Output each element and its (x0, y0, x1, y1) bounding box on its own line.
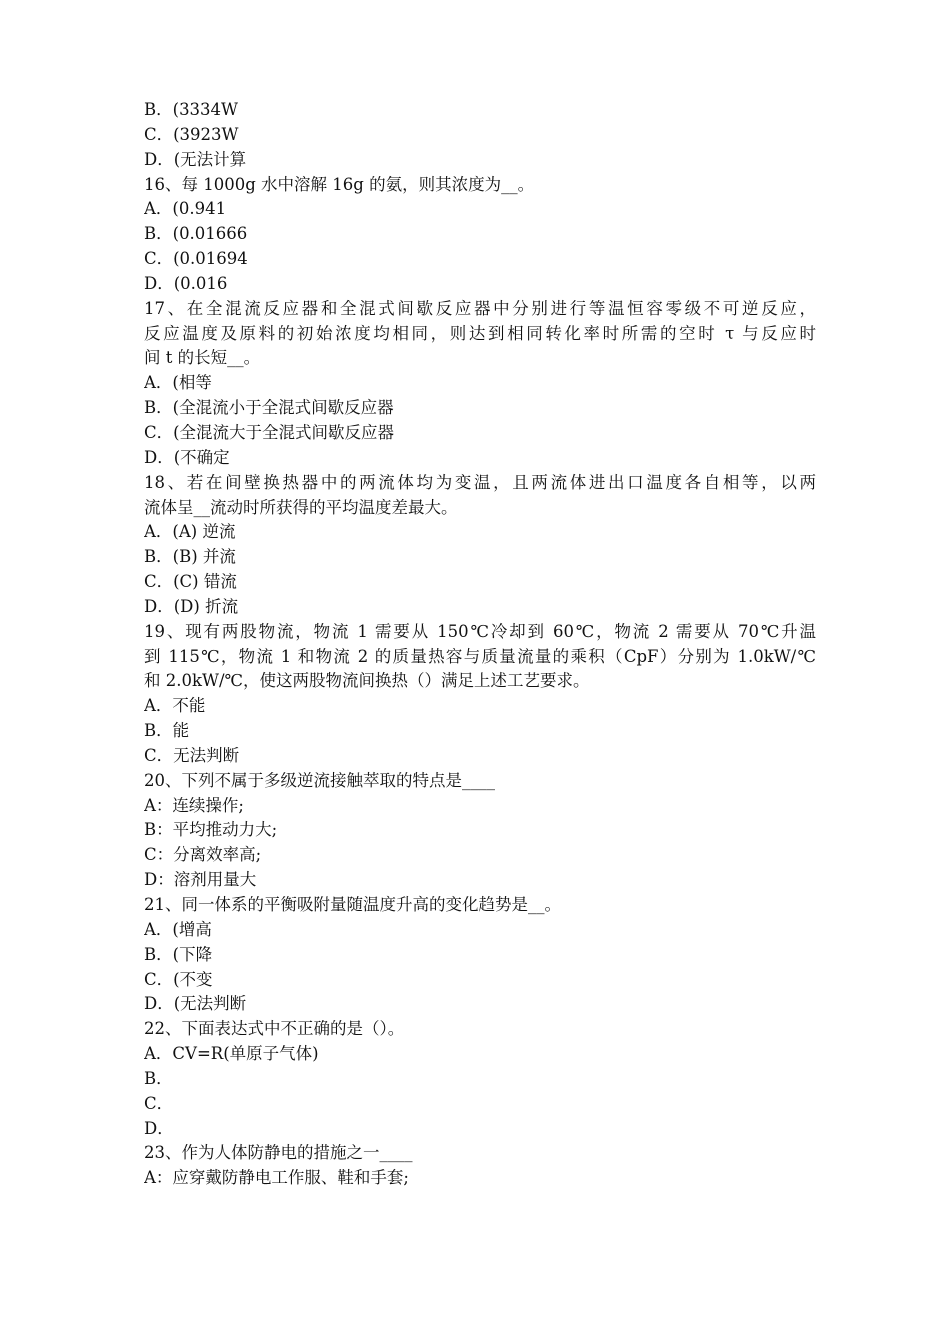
answer-option-line: C．(不变 (144, 969, 213, 989)
answer-option-line: B．能 (144, 721, 190, 741)
answer-option-line: B．(下降 (144, 944, 213, 964)
question-text-line: 20、下列不属于多级逆流接触萃取的特点是____ (144, 770, 495, 790)
question-text-line: 19、现有两股物流，物流 1 需要从 150℃冷却到 60℃，物流 2 需要从 70℃升温 (144, 621, 816, 641)
answer-option-line: B：平均推动力大; (144, 820, 278, 840)
question-text-line: 17、在全混流反应器和全混式间歇反应器中分别进行等温恒容零级不可逆反应， (144, 298, 816, 318)
question-text-line: 23、作为人体防静电的措施之一____ (144, 1143, 413, 1163)
answer-option-line: A．(相等 (144, 373, 212, 393)
document-page (144, 98, 816, 1191)
answer-option-line: C． (144, 1093, 174, 1113)
answer-option-line: B．(B) 并流 (144, 547, 236, 567)
answer-option-line: D．(无法判断 (144, 994, 247, 1014)
answer-option-line: B．(3334W (144, 100, 239, 119)
answer-option-line: A．CV=R(单原子气体) (144, 1044, 319, 1064)
answer-option-line: A．不能 (144, 696, 206, 716)
answer-option-line: B． (144, 1068, 173, 1088)
answer-option-line: D：溶剂用量大 (144, 870, 257, 890)
answer-option-line: A：应穿戴防静电工作服、鞋和手套; (144, 1168, 409, 1188)
answer-option-line: A．(增高 (144, 919, 212, 939)
question-text-line: 18、若在间壁换热器中的两流体均为变温，且两流体进出口温度各自相等，以两 (144, 472, 816, 492)
question-text-line: 流体呈__流动时所获得的平均温度差最大。 (144, 497, 458, 517)
answer-option-line: A：连续操作; (144, 795, 244, 815)
answer-option-line: C．(全混流大于全混式间歇反应器 (144, 422, 395, 442)
answer-option-line: C．(0.01694 (144, 249, 248, 269)
question-text-line: 21、同一体系的平衡吸附量随温度升高的变化趋势是__。 (144, 895, 561, 914)
answer-option-line: D．(D) 折流 (144, 596, 239, 616)
answer-option-line: D． (144, 1118, 174, 1138)
answer-option-line: A．(A) 逆流 (144, 522, 236, 542)
answer-option-line: C．(C) 错流 (144, 572, 237, 592)
question-text-line: 22、下面表达式中不正确的是（）。 (144, 1019, 405, 1039)
answer-option-line: C：分离效率高; (144, 845, 262, 865)
answer-option-line: B．(0.01666 (144, 224, 248, 244)
question-text-line: 反应温度及原料的初始浓度均相同，则达到相同转化率时所需的空时 τ 与反应时 (144, 323, 816, 343)
answer-option-line: D．(不确定 (144, 447, 230, 467)
question-text-line: 16、每 1000g 水中溶解 16g 的氨，则其浓度为__。 (144, 174, 535, 194)
answer-option-line: C．无法判断 (144, 745, 240, 765)
answer-option-line: D．(无法计算 (144, 149, 247, 169)
question-text-line: 到 115℃，物流 1 和物流 2 的质量热容与质量流量的乘积（CpF）分别为 1.0kW/℃ (144, 646, 816, 666)
answer-option-line: A．(0.941 (144, 199, 227, 219)
answer-option-line: D．(0.016 (144, 273, 228, 293)
answer-option-line: B．(全混流小于全混式间歇反应器 (144, 398, 394, 418)
question-text-line: 间 t 的长短__。 (144, 348, 261, 368)
question-text-line: 和 2.0kW/℃，使这两股物流间换热（）满足上述工艺要求。 (144, 671, 590, 691)
answer-option-line: C．(3923W (144, 124, 239, 144)
